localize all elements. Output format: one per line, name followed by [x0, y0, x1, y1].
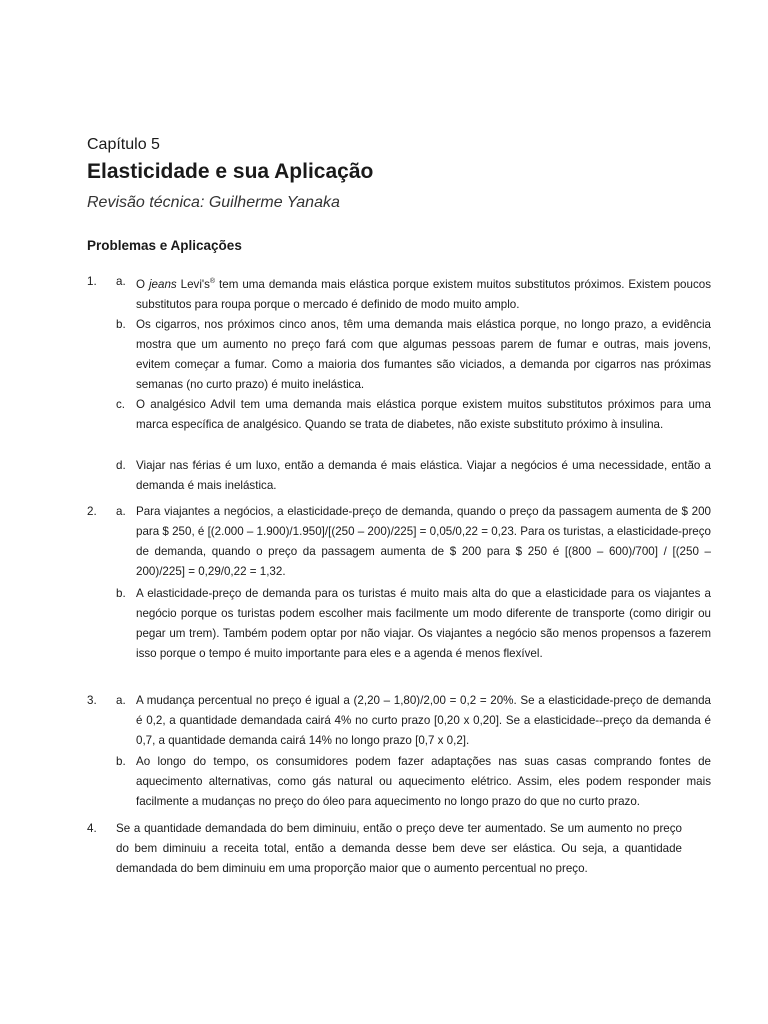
registered-mark: ®: [209, 278, 216, 285]
text-pre: O: [136, 277, 149, 291]
page-subtitle: Revisão técnica: Guilherme Yanaka: [87, 194, 340, 211]
sub-text: A elasticidade-preço de demanda para os turistas é muito mais alta do que a elasticidade para os viajantes a negócio porque os turistas podem escolher mais facilmente um modo diferente de transporte (como dirigir ou pegar um trem). Também podem optar por não viajar. Os viajantes a negócio são menos propensos a fazerem isso porque o tempo é muito importante para eles e a agenda é menos flexível.: [136, 587, 711, 660]
sub-letter: c.: [116, 398, 126, 411]
text-italic: jeans: [148, 277, 177, 291]
problem-number: 3.: [87, 694, 97, 707]
text-mid: Levi's: [176, 277, 210, 291]
text-post: tem uma demanda mais elástica porque existem muitos substitutos próximos. Existem poucos substitutos para roupa porque o mercado é definido de modo muito amplo.: [136, 277, 711, 311]
chapter-label: Capítulo 5: [87, 136, 160, 153]
problem-number: 4.: [87, 822, 97, 835]
sub-text: A mudança percentual no preço é igual a (2,20 – 1,80)/2,00 = 0,2 = 20%. Se a elasticidade-preço de demanda é 0,2, a quantidade demandada cairá 4% no curto prazo [0,20 x 0,20]. Se a elasticidade--preço da demanda é 0,7, a quantidade demanda cairá 14% no longo prazo [0,7 x 0,2].: [136, 694, 711, 747]
sub-letter: b.: [116, 587, 126, 600]
sub-letter: d.: [116, 459, 126, 472]
sub-letter: b.: [116, 755, 126, 768]
sub-letter: a.: [116, 505, 126, 518]
section-heading: Problemas e Aplicações: [87, 238, 242, 253]
sub-text: Para viajantes a negócios, a elasticidade-preço de demanda, quando o preço da passagem aumenta de $ 200 para $ 250, é [(2.000 – 1.900)/1.950]/[(250 – 200)/225] = 0,05/0,22 = 0,23. Para os turistas, a elasticidade-preço de demanda, quando o preço da passagem aumenta de $ 200 para $ 250 é [(800 – 600)/700] / [(250 – 200)/225] = 0,29/0,22 = 1,32.: [136, 505, 711, 578]
problem-number: 2.: [87, 505, 97, 518]
sub-letter: a.: [116, 275, 126, 288]
sub-text: [136, 272, 711, 315]
problem-number: 1.: [87, 275, 97, 288]
sub-text: Viajar nas férias é um luxo, então a demanda é mais elástica. Viajar a negócios é uma necessidade, então a demanda é mais inelástica.: [136, 459, 711, 492]
sub-letter: a.: [116, 694, 126, 707]
page-title: Elasticidade e sua Aplicação: [87, 160, 374, 183]
sub-text: Os cigarros, nos próximos cinco anos, têm uma demanda mais elástica porque, no longo prazo, a evidência mostra que um aumento no preço fará com que algumas pessoas parem de fumar e outras, mais jovens, evitem começar a fumar. Como a maioria dos fumantes são viciados, a demanda por cigarros nas próximas semanas (no curto prazo) é muito inelástica.: [136, 318, 711, 391]
sub-text: Ao longo do tempo, os consumidores podem fazer adaptações nas suas casas comprando fontes de aquecimento alternativas, como gás natural ou aquecimento elétrico. Assim, eles podem responder mais facilmente a mudanças no preço do óleo para aquecimento no longo prazo do que no curto prazo.: [136, 755, 711, 808]
sub-text: O analgésico Advil tem uma demanda mais elástica porque existem muitos substitutos próximos para uma marca específica de analgésico. Quando se trata de diabetes, não existe substituto próximo à insulina.: [136, 398, 711, 431]
sub-letter: b.: [116, 318, 126, 331]
problem-text: Se a quantidade demandada do bem diminuiu, então o preço deve ter aumentado. Se um aumento no preço do bem diminuiu a receita total, então a demanda desse bem deve ser elástica. Ou seja, a quantidade demandada do bem diminuiu em uma proporção maior que o aumento percentual no preço.: [116, 822, 682, 875]
